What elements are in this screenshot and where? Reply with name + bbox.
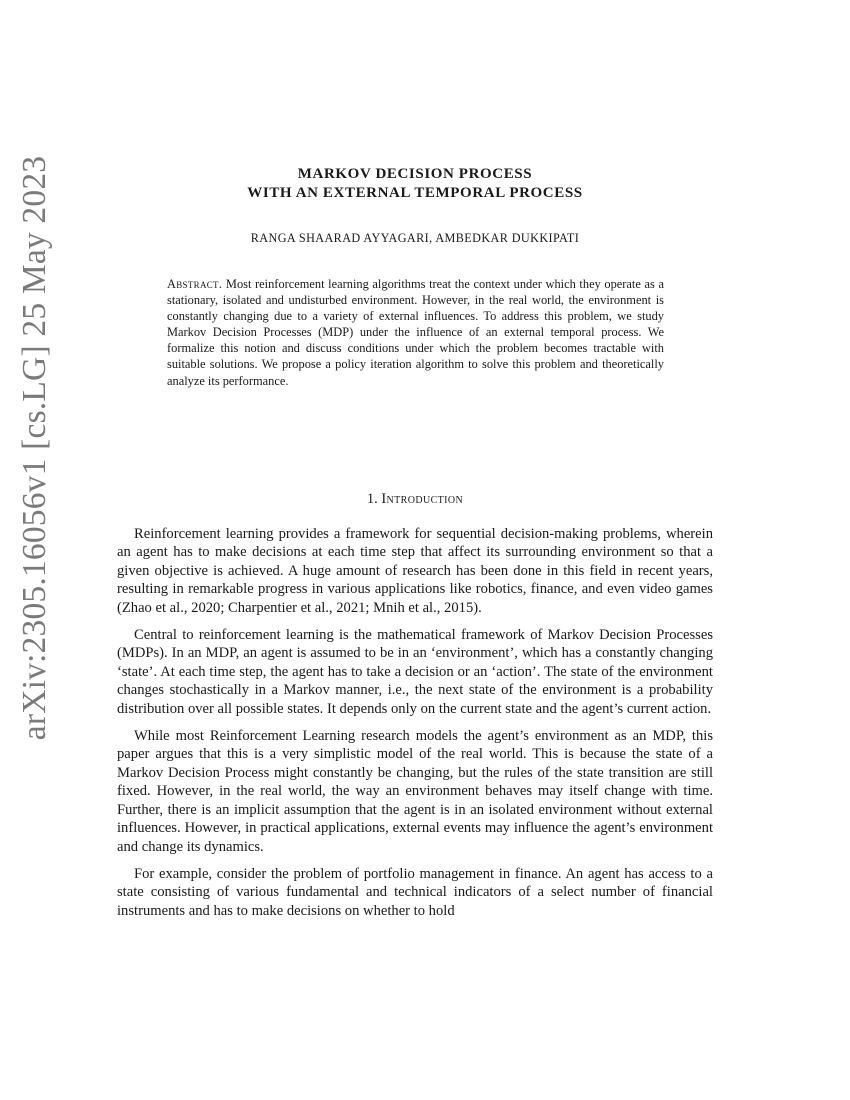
arxiv-identifier-sidebar xyxy=(10,0,60,1100)
section-number: 1. xyxy=(366,491,378,507)
title-line-1: MARKOV DECISION PROCESS xyxy=(297,166,533,182)
paragraph: Reinforcement learning provides a framework for sequential decision-making problems, wherein an agent has to make decisions at each time step that affect its surrounding environment so that a given objective is achieved. A huge amount of research has been done in this field in recent years, resulting in remarkable progress in various applications like robotics, finance, and even video games (Zhao et al., 2020; Charpentier et al., 2021; Mnih et al., 2015). xyxy=(117,526,713,616)
abstract xyxy=(167,276,664,389)
arxiv-identifier: arXiv:2305.16056v1 [cs.LG] 25 May 2023 xyxy=(16,155,53,741)
paragraph: While most Reinforcement Learning research models the agent’s environment as an MDP, this paper argues that this is a very simplistic model of the real world. This is because the state of a Markov Decision Process might constantly be changing, but the rules of the state transition are still fixed. However, in the real world, the way an environment behaves may itself change with time. Further, there is an implicit assumption that the agent is in an isolated environment without external influences. However, in practical applications, external events may influence the agent’s environment and change its dynamics. xyxy=(117,728,713,855)
abstract-text: Most reinforcement learning algorithms treat the context under which they operate as a stationary, isolated and undisturbed environment. However, in the real world, the environment is constantly changing due to a variety of external influences. To address this problem, we study Markov Decision Processes (MDP) under the influence of an external temporal process. We formalize this notion and discuss conditions under which the problem becomes tractable with suitable solutions. We propose a policy iteration algorithm to solve this problem and theoretically analyze its performance. xyxy=(167,277,664,388)
title-line-2: WITH AN EXTERNAL TEMPORAL PROCESS xyxy=(247,185,583,201)
paragraph: For example, consider the problem of portfolio management in finance. An agent has access to a state consisting of various fundamental and technical indicators of a select number of financial instruments and has to make decisions on whether to hold xyxy=(117,865,713,919)
abstract-label: Abstract. xyxy=(167,277,223,291)
paragraph: Central to reinforcement learning is the mathematical framework of Markov Decision Processes (MDPs). In an MDP, an agent is assumed to be in an ‘environment’, which has a constantly changing ‘state’. At each time step, the agent has to take a decision or an ‘action’. The state of the environment changes stochastically in a Markov manner, i.e., the next state of the environment is a probability distribution over all possible states. It depends only on the current state and the agent’s current action. xyxy=(117,627,713,717)
section-heading xyxy=(117,491,713,508)
section-title: Introduction xyxy=(381,491,464,507)
paper-title xyxy=(117,165,713,203)
body-text xyxy=(117,525,713,929)
author-list: RANGA SHAARAD AYYAGARI, AMBEDKAR DUKKIPATI xyxy=(250,231,580,245)
